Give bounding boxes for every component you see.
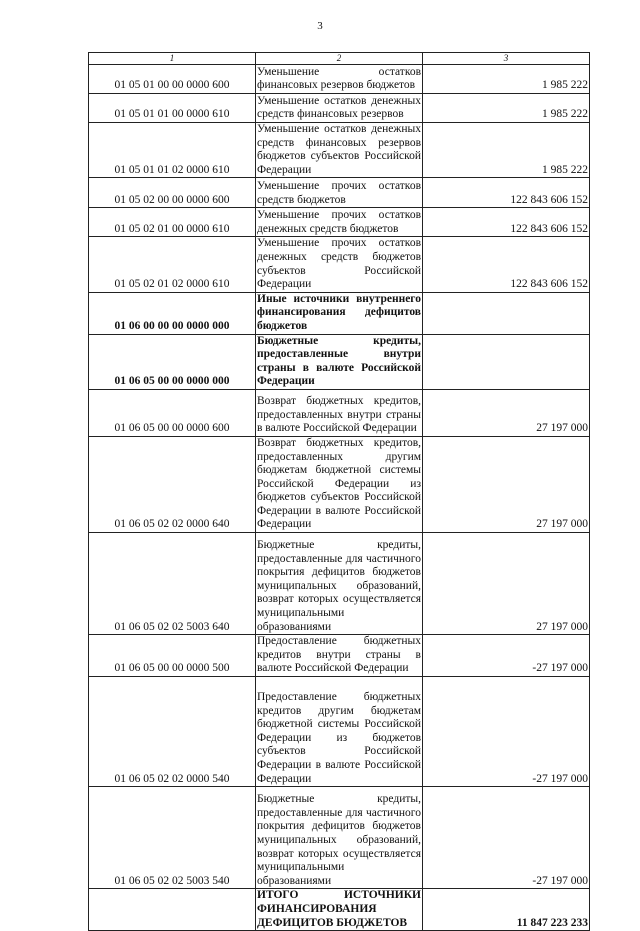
page-number: 3 <box>317 20 323 32</box>
row-name: Уменьшение прочих остатков средств бюджетов <box>256 178 423 208</box>
row-code <box>89 889 256 931</box>
row-code: 01 06 00 00 00 0000 000 <box>89 292 256 334</box>
column-header-amount: 3 <box>423 53 590 65</box>
column-header-code: 1 <box>89 53 256 65</box>
table-row <box>89 787 590 889</box>
table-row <box>89 237 590 292</box>
row-name: Уменьшение остатков финансовых резервов бюджетов <box>256 65 423 94</box>
row-name: ИТОГО ИСТОЧНИКИ ФИНАНСИРОВАНИЯ ДЕФИЦИТОВ БЮДЖЕТОВ <box>256 889 423 931</box>
row-name: Уменьшение остатков денежных средств финансовых резервов <box>256 94 423 123</box>
table-row <box>89 94 590 123</box>
row-code: 01 06 05 00 00 0000 000 <box>89 334 256 389</box>
table-header-row <box>89 53 590 65</box>
row-name: Возврат бюджетных кредитов, предоставленных внутри страны в валюте Российской Федерации <box>256 389 423 436</box>
row-amount <box>423 292 590 334</box>
row-code: 01 06 05 02 02 0000 540 <box>89 677 256 787</box>
row-amount: -27 197 000 <box>423 635 590 677</box>
row-code: 01 06 05 02 02 5003 540 <box>89 787 256 889</box>
row-name: Бюджетные кредиты, предоставленные для частичного покрытия дефицитов бюджетов муниципальных образований, возврат которых осуществляется муниципальными образованиями <box>256 787 423 889</box>
table-row <box>89 208 590 237</box>
table-row <box>89 178 590 208</box>
row-code: 01 06 05 02 02 5003 640 <box>89 533 256 635</box>
row-code: 01 05 02 00 00 0000 600 <box>89 178 256 208</box>
sources-table <box>88 52 590 931</box>
column-header-name: 2 <box>256 53 423 65</box>
table-row <box>89 635 590 677</box>
row-name: Уменьшение прочих остатков денежных средств бюджетов <box>256 208 423 237</box>
row-code: 01 06 05 00 00 0000 600 <box>89 389 256 436</box>
table-row <box>89 123 590 178</box>
row-amount: -27 197 000 <box>423 677 590 787</box>
table-row <box>89 677 590 787</box>
table-row <box>89 292 590 334</box>
table-row <box>89 533 590 635</box>
table-row <box>89 436 590 532</box>
row-amount: 27 197 000 <box>423 436 590 532</box>
table-row <box>89 334 590 389</box>
row-code: 01 05 02 01 02 0000 610 <box>89 237 256 292</box>
row-amount: 1 985 222 <box>423 65 590 94</box>
row-name: Бюджетные кредиты, предоставленные для частичного покрытия дефицитов бюджетов муниципальных образований, возврат которых осуществляется муниципальными образованиями <box>256 533 423 635</box>
row-amount: 1 985 222 <box>423 123 590 178</box>
table-row <box>89 65 590 94</box>
row-amount: 27 197 000 <box>423 389 590 436</box>
row-amount: 122 843 606 152 <box>423 208 590 237</box>
row-amount: -27 197 000 <box>423 787 590 889</box>
row-name: Бюджетные кредиты, предоставленные внутри страны в валюте Российской Федерации <box>256 334 423 389</box>
table-row-total <box>89 889 590 931</box>
row-name: Уменьшение остатков денежных средств финансовых резервов бюджетов субъектов Российской Федерации <box>256 123 423 178</box>
row-name: Возврат бюджетных кредитов, предоставленных другим бюджетам бюджетной системы Российской Федерации из бюджетов субъектов Российской Федерации в валюте Российской Федерации <box>256 436 423 532</box>
row-code: 01 05 01 01 02 0000 610 <box>89 123 256 178</box>
row-code: 01 05 01 01 00 0000 610 <box>89 94 256 123</box>
row-amount: 122 843 606 152 <box>423 237 590 292</box>
row-name: Предоставление бюджетных кредитов внутри страны в валюте Российской Федерации <box>256 635 423 677</box>
row-amount: 122 843 606 152 <box>423 178 590 208</box>
row-amount: 27 197 000 <box>423 533 590 635</box>
row-name: Иные источники внутреннего финансирования дефицитов бюджетов <box>256 292 423 334</box>
row-name: Уменьшение прочих остатков денежных средств бюджетов субъектов Российской Федерации <box>256 237 423 292</box>
row-code: 01 05 02 01 00 0000 610 <box>89 208 256 237</box>
table-row <box>89 389 590 436</box>
row-amount: 11 847 223 233 <box>423 889 590 931</box>
row-amount <box>423 334 590 389</box>
row-code: 01 05 01 00 00 0000 600 <box>89 65 256 94</box>
row-code: 01 06 05 02 02 0000 640 <box>89 436 256 532</box>
row-amount: 1 985 222 <box>423 94 590 123</box>
row-code: 01 06 05 00 00 0000 500 <box>89 635 256 677</box>
row-name: Предоставление бюджетных кредитов другим бюджетам бюджетной системы Российской Федерации из бюджетов субъектов Российской Федерации в валюте Российской Федерации <box>256 677 423 787</box>
